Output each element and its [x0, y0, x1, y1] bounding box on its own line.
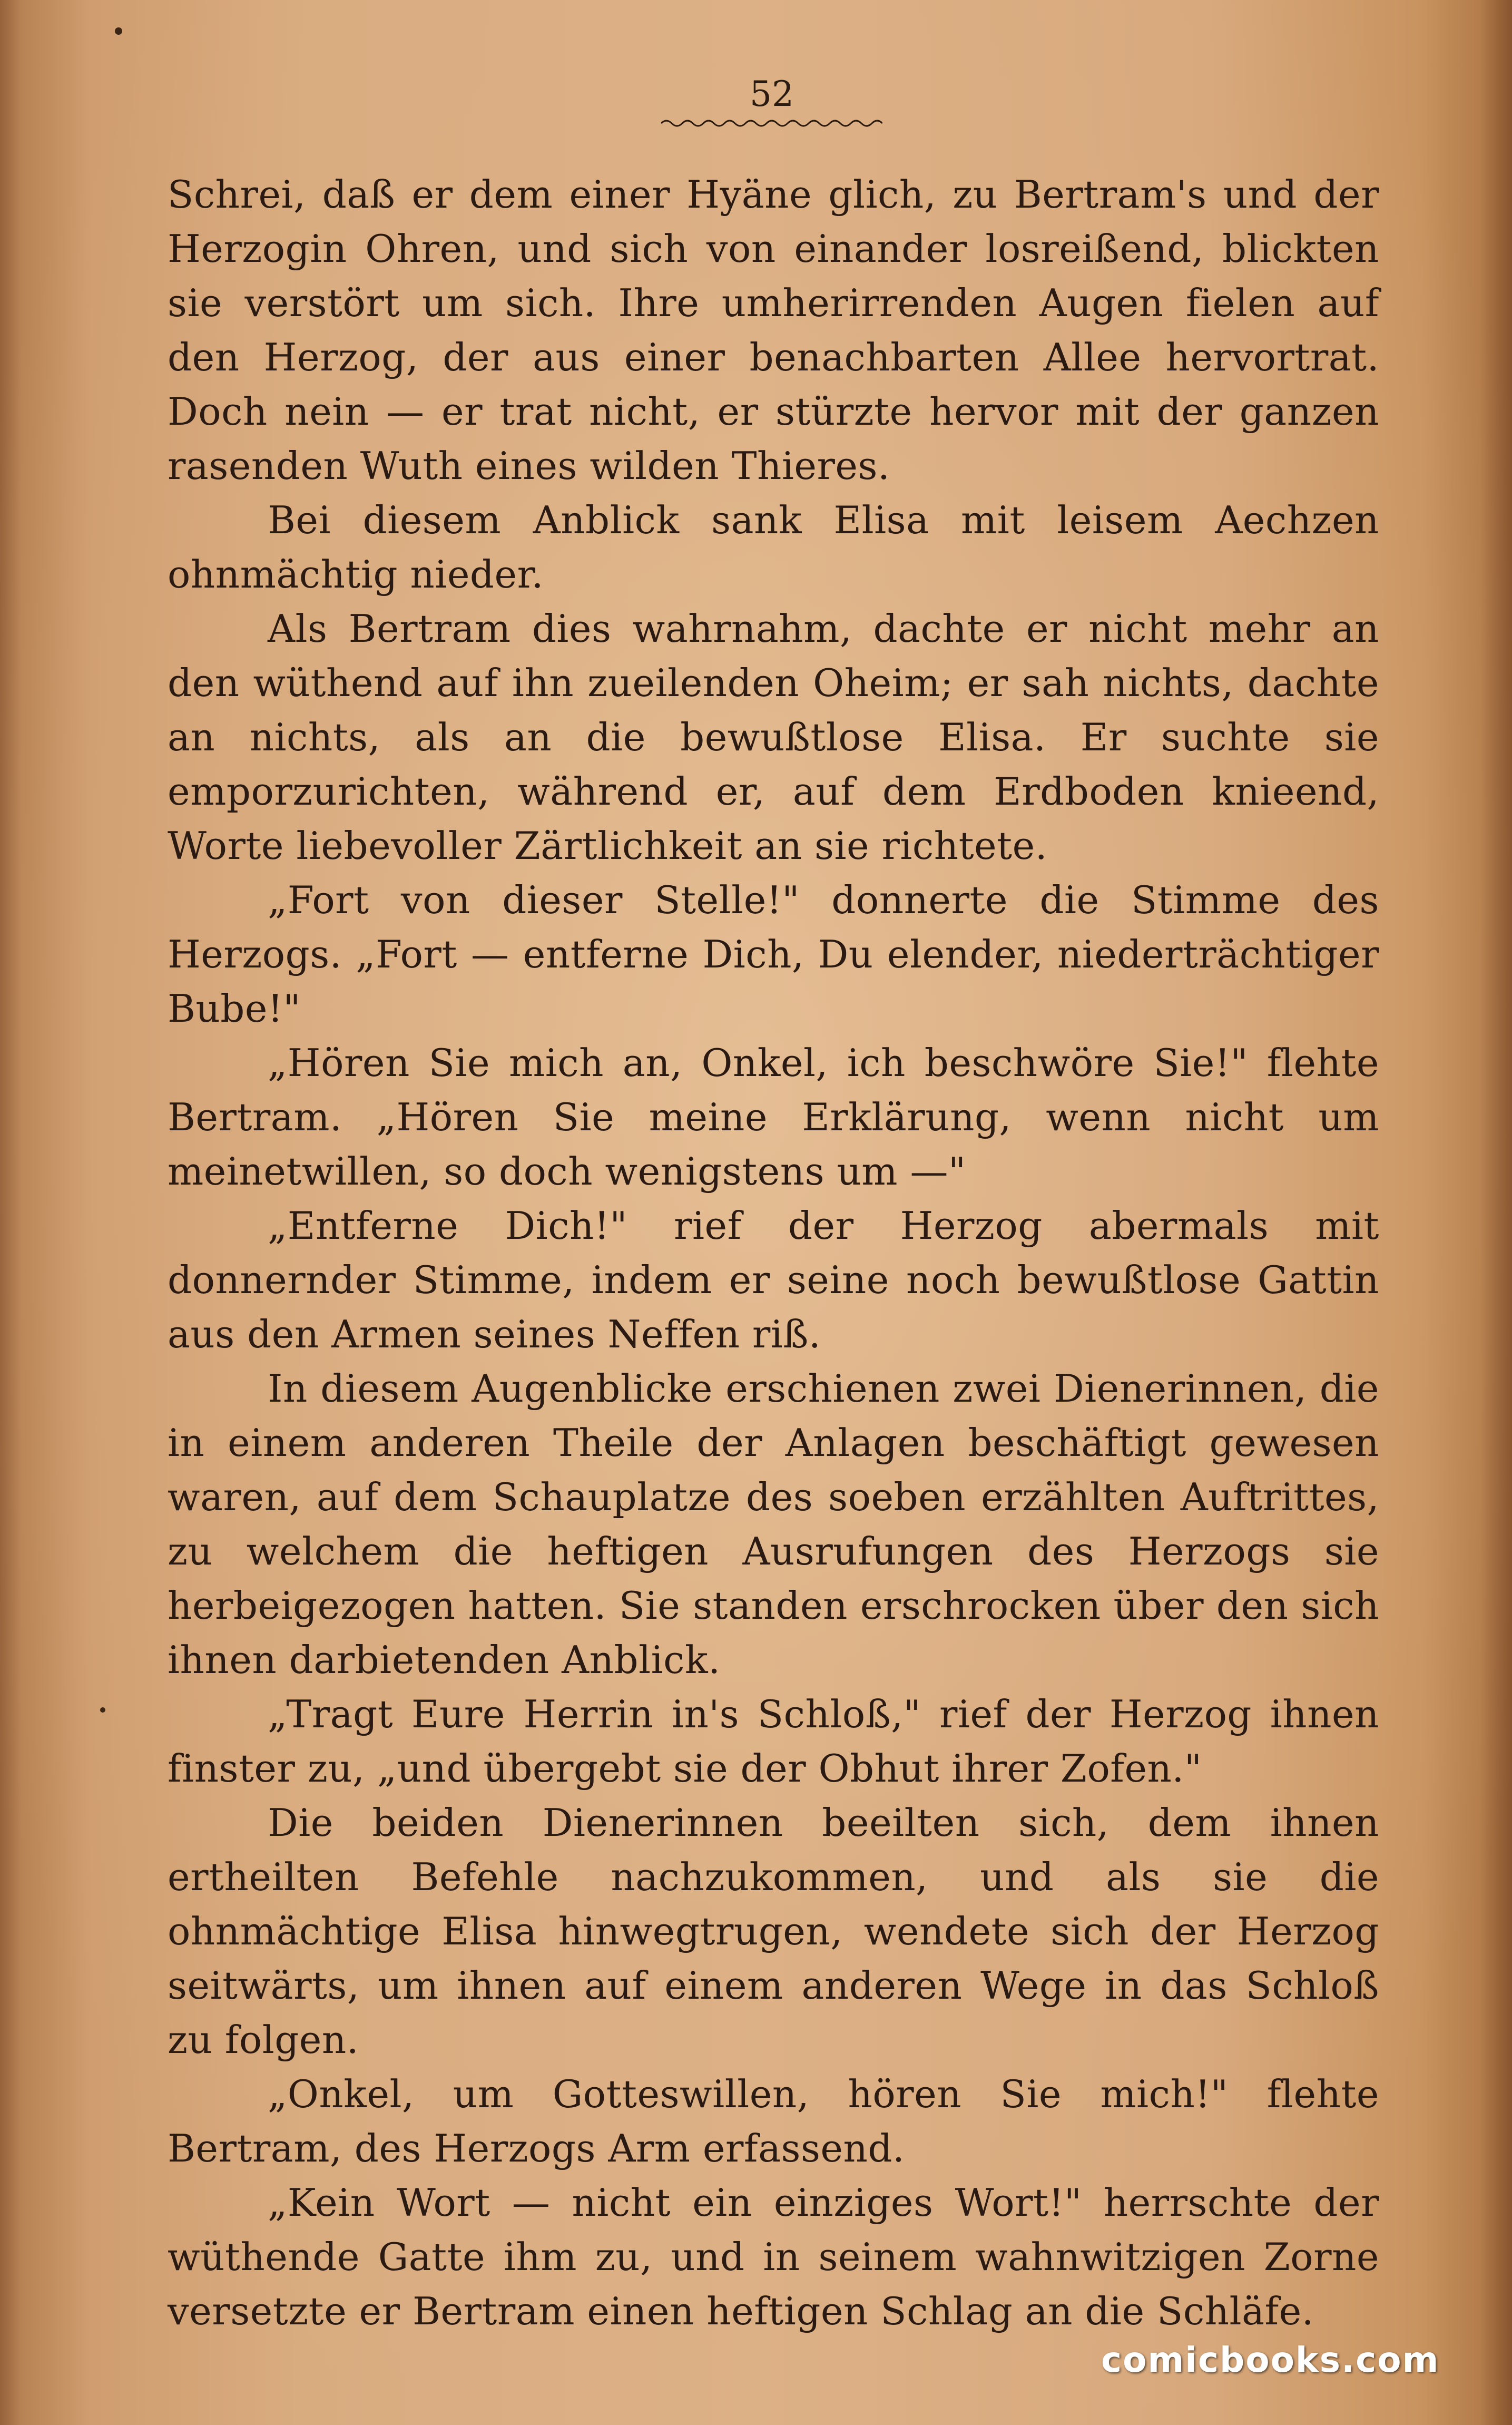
watermark: comicbooks.com: [1101, 2340, 1440, 2380]
paragraph: Bei diesem Anblick sank Elisa mit leisem Aechzen ohnmächtig nieder.: [168, 498, 1379, 597]
paragraph: „Entferne Dich!" rief der Herzog abermals mit donnernder Stimme, indem er seine noch bewußtlose Gattin aus den Armen seines Neffen riß.: [168, 1204, 1379, 1356]
paragraph: Die beiden Dienerinnen beeilten sich, dem ihnen ertheilten Befehle nachzukommen, und als sie die ohnmächtige Elisa hinwegtrugen, wendete sich der Herzog seitwärts, um ihnen auf einem anderen Wege in das Schloß zu folgen.: [168, 1801, 1379, 2062]
paragraph: In diesem Augenblicke erschienen zwei Dienerinnen, die in einem anderen Theile der Anlagen beschäftigt gewesen waren, auf dem Schauplatze des soeben erzählten Auftrittes, zu welchem die heftigen Ausrufungen des Herzogs sie herbeigezogen hatten. Sie standen erschrocken über den sich ihnen darbietenden Anblick.: [168, 1366, 1379, 1682]
page-shadow-left: [0, 0, 21, 2425]
paragraph: „Tragt Eure Herrin in's Schloß," rief der Herzog ihnen finster zu, „und übergebt sie der Obhut ihrer Zofen.": [168, 1692, 1379, 1791]
paragraph: „Onkel, um Gotteswillen, hören Sie mich!" flehte Bertram, des Herzogs Arm erfassend.: [168, 2072, 1379, 2170]
page-number: 52: [750, 74, 794, 114]
ornament-divider: [661, 117, 882, 130]
page-shadow-right: [1480, 0, 1512, 2425]
body-text: [168, 168, 1379, 2339]
paragraph: Schrei, daß er dem einer Hyäne glich, zu Bertram's und der Herzogin Ohren, und sich von einander losreißend, blickten sie verstört um sich. Ihre umherirrenden Augen fielen auf den Herzog, der aus einer benachbarten Allee hervortrat. Doch nein — er trat nicht, er stürzte hervor mit der ganzen rasenden Wuth eines wilden Thieres.: [168, 172, 1379, 488]
paragraph: „Fort von dieser Stelle!" donnerte die Stimme des Herzogs. „Fort — entferne Dich, Du elender, niederträchtiger Bube!": [168, 878, 1379, 1031]
ink-speck: [100, 1707, 105, 1713]
paragraph: „Hören Sie mich an, Onkel, ich beschwöre Sie!" flehte Bertram. „Hören Sie meine Erklärung, wenn nicht um meinetwillen, so doch wenigstens um —": [168, 1041, 1379, 1194]
paragraph: „Kein Wort — nicht ein einziges Wort!" herrschte der wüthende Gatte ihm zu, und in seinem wahnwitzigen Zorne versetzte er Bertram einen heftigen Schlag an die Schläfe.: [168, 2180, 1379, 2333]
paragraph: Als Bertram dies wahrnahm, dachte er nicht mehr an den wüthend auf ihn zueilenden Oheim; er sah nichts, dachte an nichts, als an die bewußtlose Elisa. Er suchte sie emporzurichten, während er, auf dem Erdboden knieend, Worte liebevoller Zärtlichkeit an sie richtete.: [168, 607, 1379, 868]
ink-speck: [115, 27, 122, 35]
